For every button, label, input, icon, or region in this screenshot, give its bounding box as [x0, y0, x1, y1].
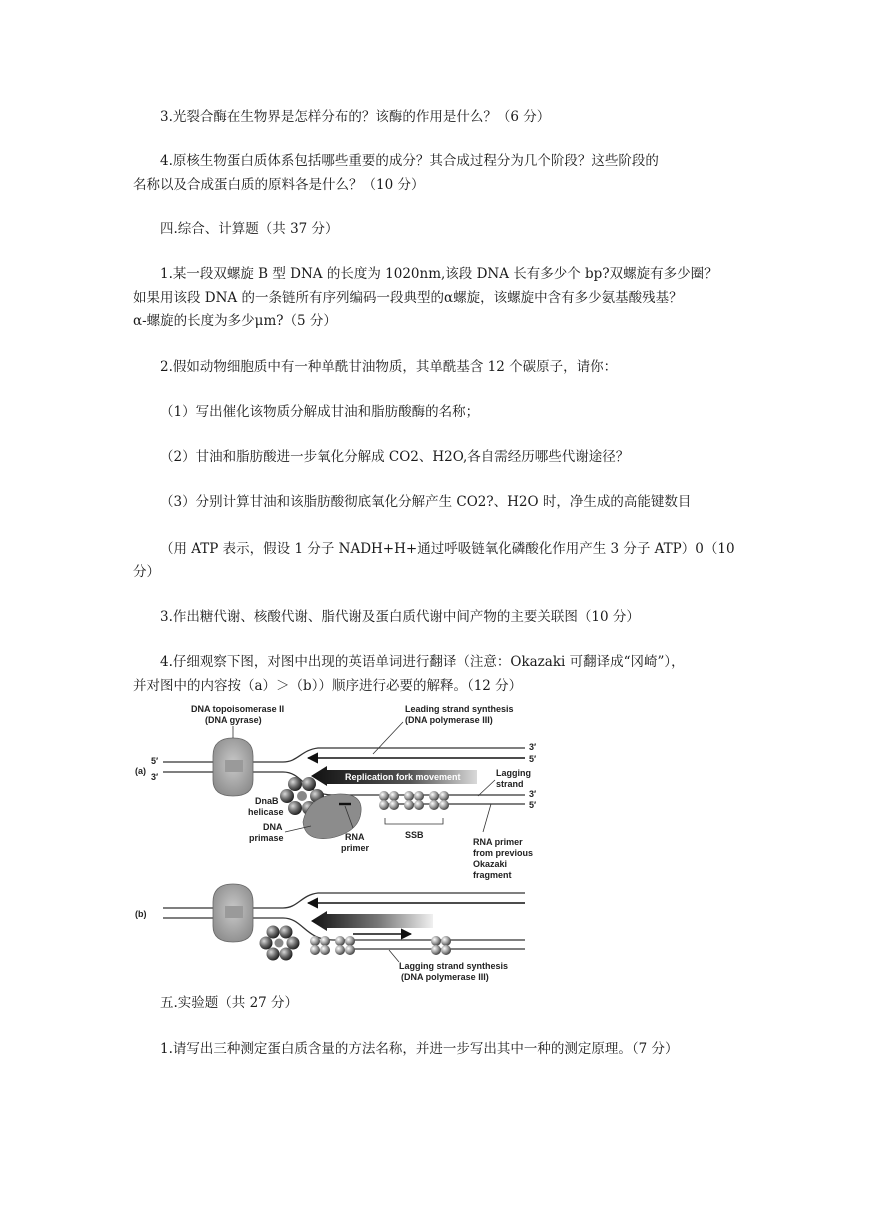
replication-fork-figure [133, 700, 565, 990]
prev-primer-label-4: fragment [473, 870, 512, 880]
ssb-proteins [379, 791, 449, 810]
dnab-label: DnaB [255, 796, 279, 806]
prev-primer-label-2: from previous [473, 848, 534, 858]
section-4-heading: 四.综合、计算题（共 37 分） [160, 221, 339, 237]
ssb-proteins-b [310, 936, 451, 955]
question-s4-q2: 2.假如动物细胞质中有一种单酰甘油物质，其单酰基含 12 个碳原子，请你： [160, 359, 618, 375]
topoisomerase-label-2: (DNA gyrase) [205, 715, 262, 725]
question-s4-q4: 4.仔细观察下图，对图中出现的英语单词进行翻译（注意：Okazaki 可翻译成“冈崎”）， [160, 654, 685, 670]
question-s3-q4: 4.原核生物蛋白质体系包括哪些重要的成分？其合成过程分为几个阶段？这些阶段的 [160, 153, 659, 169]
lagging-strand-label-2: strand [496, 779, 524, 789]
fork-movement-label: Replication fork movement [345, 772, 461, 782]
prev-primer-label: RNA primer [473, 837, 523, 847]
fork-movement-arrow-b [311, 911, 433, 931]
left-3prime-label: 3′ [151, 772, 159, 782]
panel-a-label: (a) [135, 766, 146, 776]
lagging-synthesis-label: Lagging strand synthesis [399, 961, 509, 971]
question-s4-q1: 1.某一段双螺旋 B 型 DNA 的长度为 1020nm,该段 DNA 长有多少个 bp?双螺旋有多少圈？ [160, 266, 718, 282]
question-s4-q2-sub1: （1）写出催化该物质分解成甘油和脂肪酸酶的名称； [160, 404, 480, 420]
question-s4-q2-sub2: （2）甘油和脂肪酸进一步氧化分解成 CO2、H2O,各自需经历哪些代谢途径？ [160, 449, 630, 465]
leading-strand-label-2: (DNA polymerase III) [405, 715, 493, 725]
question-s3-q3: 3.光裂合酶在生物界是怎样分布的？该酶的作用是什么？（6 分） [160, 109, 551, 125]
prev-primer-label-3: Okazaki [473, 859, 508, 869]
question-s4-q1-cont2: α-螺旋的长度为多少μm?（5 分） [133, 313, 337, 329]
question-s4-q1-cont: 如果用该段 DNA 的一条链所有序列编码一段典型的α螺旋，该螺旋中含有多少氨基酸残基？ [133, 290, 683, 306]
leading-strand-label: Leading strand synthesis [405, 704, 514, 714]
ssb-label: SSB [405, 830, 424, 840]
end-5prime-b: 5′ [529, 800, 537, 810]
question-s4-q4-cont: 并对图中的内容按（a）＞（b））顺序进行必要的解释。（12 分） [133, 678, 523, 694]
rna-primer-label: RNA [345, 832, 365, 842]
leading-template-strand [283, 748, 525, 762]
end-3prime-b: 3′ [529, 789, 537, 799]
primase-label: DNA [263, 822, 283, 832]
question-s4-q2-sub3: （3）分别计算甘油和该脂肪酸彻底氧化分解产生 CO2?、H2O 时，净生成的高能键数目 [160, 494, 692, 510]
left-5prime-label: 5′ [151, 756, 159, 766]
lagging-synthesis-label-2: (DNA polymerase III) [401, 972, 489, 982]
primase-label-2: primase [249, 833, 284, 843]
question-s3-q4-cont: 名称以及合成蛋白质的原料各是什么？（10 分） [133, 177, 425, 193]
panel-b-label: (b) [135, 909, 147, 919]
dnab-label-2: helicase [248, 807, 284, 817]
end-3prime-a: 3′ [529, 742, 537, 752]
section-5-heading: 五.实验题（共 27 分） [160, 995, 299, 1011]
question-s4-q3: 3.作出糖代谢、核酸代谢、脂代谢及蛋白质代谢中间产物的主要关联图（10 分） [160, 609, 640, 625]
question-s5-q1: 1.请写出三种测定蛋白质含量的方法名称，并进一步写出其中一种的测定原理。（7 分） [160, 1041, 679, 1057]
dnab-helicase-b [260, 926, 300, 961]
end-5prime-a: 5′ [529, 754, 537, 764]
lagging-strand-label: Lagging [496, 768, 531, 778]
question-s4-q2-sub3-note-cont: 分） [133, 564, 160, 580]
rna-primer-label-2: primer [341, 843, 370, 853]
topoisomerase-label: DNA topoisomerase II [191, 704, 285, 714]
question-s4-q2-sub3-note: （用 ATP 表示，假设 1 分子 NADH+H+通过呼吸链氧化磷酸化作用产生 3 分子 ATP）0（10 [160, 541, 735, 557]
